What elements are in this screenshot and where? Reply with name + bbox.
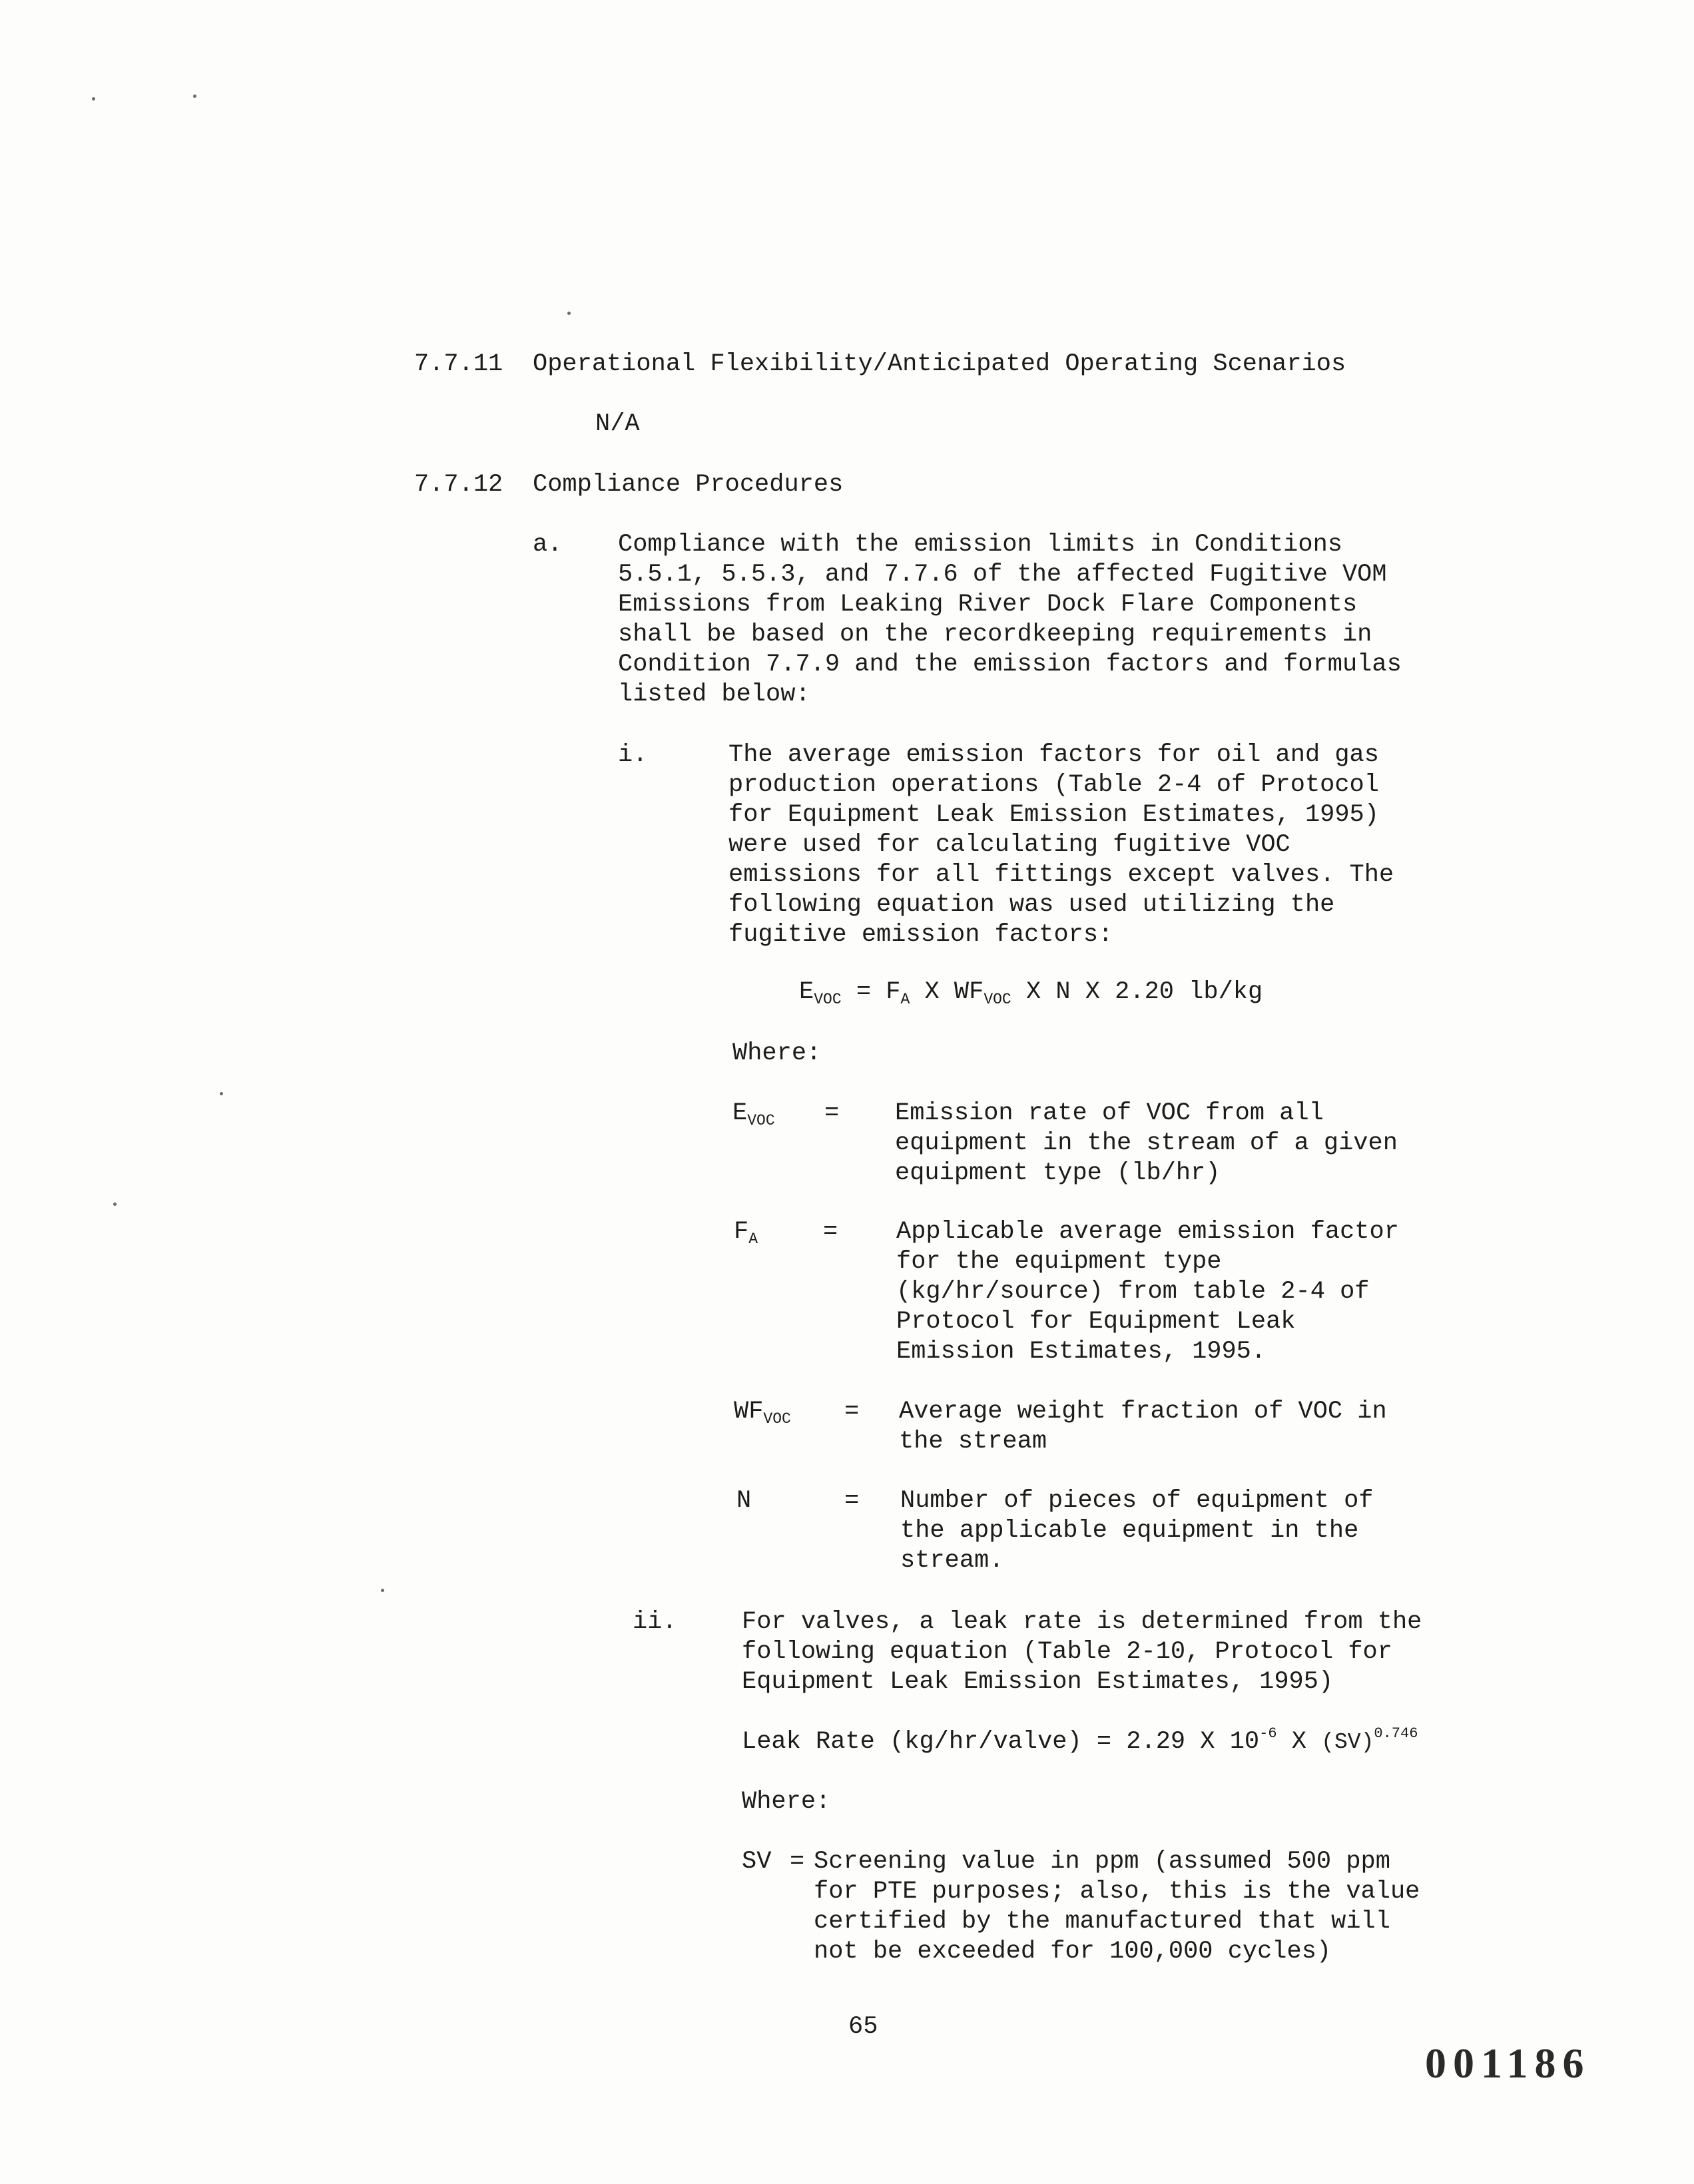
definition-wfvoc-text (899, 1397, 1387, 1457)
page-number: 65 (848, 2013, 878, 2041)
definition-line: Applicable average emission factor (896, 1218, 1399, 1246)
definition-line: Screening value in ppm (assumed 500 ppm (814, 1848, 1390, 1876)
definition-fa-text (896, 1217, 1399, 1367)
equation-text: X WF (910, 978, 984, 1006)
definition-sv-text (814, 1847, 1420, 1967)
scan-speck (567, 312, 571, 315)
definition-line: for the equipment type (896, 1248, 1222, 1276)
scan-speck (193, 95, 196, 98)
definition-line: certified by the manufactured that will (814, 1908, 1390, 1936)
paragraph-line: following equation was used utilizing the (728, 891, 1335, 919)
bates-stamp: 001186 (1425, 2040, 1591, 2087)
section-7-7-12-heading (414, 470, 844, 500)
paragraph-line: fugitive emission factors: (728, 921, 1113, 949)
paragraph-line: shall be based on the recordkeeping requirements in (618, 621, 1372, 649)
equation-subscript: VOC (814, 991, 842, 1008)
definition-n-equals: = (844, 1487, 860, 1515)
paragraph-line: following equation (Table 2-10, Protocol for (742, 1638, 1392, 1666)
formula-text: X (1276, 1728, 1322, 1756)
definition-line: Protocol for Equipment Leak (896, 1308, 1296, 1336)
scan-speck (113, 1203, 117, 1206)
paragraph-line: The average emission factors for oil and gas (728, 741, 1379, 769)
paragraph-line: listed below: (618, 681, 810, 708)
equation-text: = F (841, 978, 901, 1006)
item-ii-paragraph (742, 1607, 1422, 1697)
paragraph-line: production operations (Table 2-4 of Protocol (728, 771, 1379, 799)
paragraph-line: Condition 7.7.9 and the emission factors and formulas (618, 651, 1402, 679)
paragraph-line: 5.5.1, 5.5.3, and 7.7.6 of the affected Fugitive VOM (618, 561, 1387, 589)
paragraph-line: Equipment Leak Emission Estimates, 1995) (742, 1668, 1334, 1696)
equation-subscript: A (900, 991, 910, 1008)
definition-line: Emission rate of VOC from all (895, 1099, 1324, 1127)
definition-line: equipment in the stream of a given (895, 1129, 1398, 1157)
paragraph-line: Emissions from Leaking River Dock Flare Components (618, 591, 1358, 619)
definition-line: Emission Estimates, 1995. (896, 1338, 1267, 1366)
section-title: Compliance Procedures (533, 471, 844, 499)
definition-line: stream. (900, 1547, 1004, 1575)
item-a-marker: a. (533, 531, 563, 559)
formula-text: Leak Rate (kg/hr/valve) = 2.29 X 10 (742, 1728, 1260, 1756)
paragraph-line: for Equipment Leak Emission Estimates, 1995) (728, 801, 1379, 829)
definition-sv-equals: = (790, 1848, 805, 1876)
definition-wfvoc-equals: = (844, 1398, 860, 1426)
formula-exponent: 0.746 (1374, 1725, 1418, 1742)
paragraph-line: For valves, a leak rate is determined from the (742, 1608, 1422, 1636)
definition-line: the stream (899, 1428, 1047, 1456)
section-title: Operational Flexibility/Anticipated Operating Scenarios (533, 350, 1346, 378)
definition-wfvoc-symbol: $WF_{VOC}$ (734, 1398, 791, 1428)
section-7-7-11-body: N/A (595, 410, 640, 438)
definition-line: Number of pieces of equipment of (900, 1487, 1374, 1515)
definition-sv-symbol: SV (742, 1848, 772, 1876)
paragraph-line: emissions for all fittings except valves. The (728, 861, 1394, 889)
paragraph-line: were used for calculating fugitive VOC (728, 831, 1290, 859)
equation-subscript: VOC (984, 991, 1011, 1008)
definition-evoc-symbol: $E_{VOC}$ (732, 1099, 775, 1129)
section-number: 7.7.11 (414, 350, 503, 378)
definition-n-symbol: N (736, 1487, 752, 1515)
definition-fa-symbol: $F_A$ (734, 1218, 758, 1248)
definition-fa-equals: = (823, 1218, 838, 1246)
where-label: Where: (742, 1788, 831, 1816)
equation-symbol: E (799, 978, 814, 1006)
definition-line: equipment type (lb/hr) (895, 1159, 1221, 1187)
leak-rate-formula (742, 1727, 1418, 1757)
definition-line: not be exceeded for 100,000 cycles) (814, 1938, 1332, 1966)
item-i-paragraph (728, 740, 1394, 950)
item-a-paragraph (618, 530, 1402, 710)
definition-line: for PTE purposes; also, this is the value (814, 1878, 1420, 1906)
formula-text: (SV) (1321, 1730, 1374, 1755)
definition-evoc-equals: = (824, 1099, 840, 1127)
section-number: 7.7.12 (414, 471, 503, 499)
item-i-marker: i. (618, 741, 648, 769)
scan-speck (381, 1589, 384, 1592)
section-7-7-11-heading (414, 350, 1346, 380)
voc-emission-equation (799, 977, 1263, 1007)
definition-line: Average weight fraction of VOC in (899, 1398, 1387, 1426)
item-ii-marker: ii. (633, 1608, 677, 1636)
where-label: Where: (732, 1039, 822, 1067)
scan-speck (220, 1092, 223, 1095)
definition-n-text (900, 1486, 1374, 1576)
definition-evoc-text (895, 1099, 1398, 1189)
definition-line: the applicable equipment in the (900, 1517, 1359, 1545)
formula-exponent: -6 (1259, 1725, 1277, 1742)
paragraph-line: Compliance with the emission limits in Conditions (618, 531, 1342, 559)
equation-text: X N X 2.20 lb/kg (1011, 978, 1263, 1006)
scan-speck (92, 97, 95, 101)
definition-line: (kg/hr/source) from table 2-4 of (896, 1278, 1370, 1306)
